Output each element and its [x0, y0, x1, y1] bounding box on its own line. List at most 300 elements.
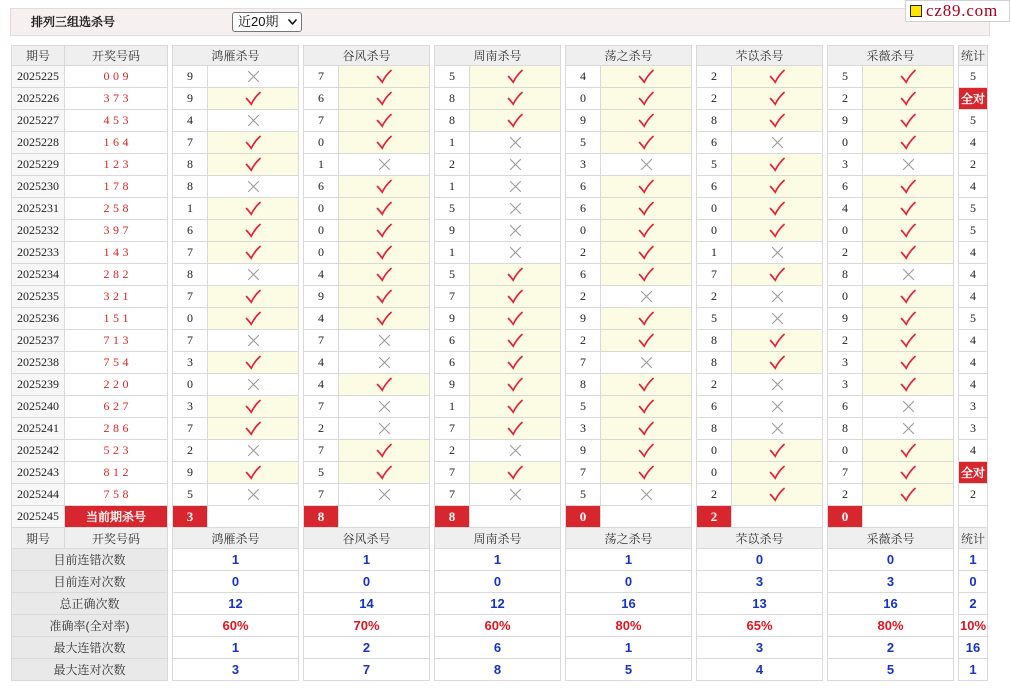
issue-number: 2025227 — [11, 110, 65, 132]
kill-result-fuyi — [732, 330, 823, 352]
check-icon — [245, 399, 261, 414]
kill-number-gufeng: 0 — [303, 242, 339, 264]
cross-icon — [902, 158, 915, 171]
draw-number: 220 — [65, 374, 168, 396]
kill-result-gufeng — [339, 264, 430, 286]
kill-result-caiwei — [863, 88, 954, 110]
page-title: 排列三组选杀号 — [31, 15, 116, 29]
kill-number-dangzhi: 5 — [565, 396, 601, 418]
check-icon — [507, 465, 523, 480]
stats-value-caiwei: 16 — [827, 593, 954, 615]
kill-number-dangzhi: 4 — [565, 66, 601, 88]
kill-result-fuyi — [732, 352, 823, 374]
kill-number-dangzhi: 0 — [565, 88, 601, 110]
kill-number-caiwei: 7 — [827, 462, 863, 484]
issue-number: 2025242 — [11, 440, 65, 462]
kill-result-dangzhi — [601, 330, 692, 352]
stats-row — [11, 637, 988, 659]
kill-result-caiwei — [863, 484, 954, 506]
kill-result-dangzhi — [601, 396, 692, 418]
stats-value-gufeng: 0 — [303, 571, 430, 593]
kill-result-caiwei — [863, 374, 954, 396]
stats-header-hongyan: 鸿雁杀号 — [172, 528, 299, 549]
kill-result-fuyi — [732, 132, 823, 154]
kill-number-caiwei: 4 — [827, 198, 863, 220]
kill-number-fuyi: 2 — [696, 66, 732, 88]
kill-number-fuyi: 5 — [696, 308, 732, 330]
kill-result-caiwei — [863, 198, 954, 220]
stats-row — [11, 659, 988, 681]
hit-count: 5 — [958, 220, 988, 242]
kill-number-hongyan: 7 — [172, 330, 208, 352]
current-kill-result-fuyi — [732, 506, 823, 528]
kill-number-hongyan: 7 — [172, 242, 208, 264]
kill-result-caiwei — [863, 176, 954, 198]
stats-value-hongyan: 1 — [172, 549, 299, 571]
kill-result-caiwei — [863, 154, 954, 176]
kill-number-dangzhi: 5 — [565, 484, 601, 506]
kill-result-hongyan — [208, 264, 299, 286]
cross-icon — [902, 400, 915, 413]
kill-number-hongyan: 7 — [172, 132, 208, 154]
draw-number: 453 — [65, 110, 168, 132]
check-icon — [245, 91, 261, 106]
stats-header-gufeng: 谷风杀号 — [303, 528, 430, 549]
kill-result-dangzhi — [601, 418, 692, 440]
kill-number-dangzhi: 2 — [565, 286, 601, 308]
cross-icon — [378, 422, 391, 435]
cross-icon — [771, 312, 784, 325]
issue-number: 2025228 — [11, 132, 65, 154]
kill-number-hongyan: 7 — [172, 418, 208, 440]
kill-result-gufeng — [339, 286, 430, 308]
kill-number-dangzhi: 3 — [565, 418, 601, 440]
hit-count: 3 — [958, 418, 988, 440]
kill-number-hongyan: 4 — [172, 110, 208, 132]
column-header-caiwei: 采薇杀号 — [827, 45, 954, 66]
stats-value-zhounan: 6 — [434, 637, 561, 659]
kill-result-hongyan — [208, 462, 299, 484]
stats-header-issue: 期号 — [11, 528, 65, 549]
kill-number-hongyan: 7 — [172, 286, 208, 308]
stats-value-gufeng: 14 — [303, 593, 430, 615]
kill-number-fuyi: 1 — [696, 242, 732, 264]
table-row — [11, 374, 988, 396]
kill-result-gufeng — [339, 462, 430, 484]
cross-icon — [640, 290, 653, 303]
kill-number-caiwei: 9 — [827, 110, 863, 132]
kill-result-dangzhi — [601, 176, 692, 198]
kill-number-fuyi: 8 — [696, 418, 732, 440]
check-icon — [638, 179, 654, 194]
check-icon — [900, 113, 916, 128]
draw-number: 178 — [65, 176, 168, 198]
table-row — [11, 396, 988, 418]
kill-result-dangzhi — [601, 88, 692, 110]
hit-count: 4 — [958, 264, 988, 286]
check-icon — [769, 157, 785, 172]
kill-result-hongyan — [208, 396, 299, 418]
kill-result-dangzhi — [601, 286, 692, 308]
issue-number: 2025244 — [11, 484, 65, 506]
kill-result-fuyi — [732, 198, 823, 220]
hit-count: 3 — [958, 396, 988, 418]
kill-result-zhounan — [470, 308, 561, 330]
kill-result-dangzhi — [601, 242, 692, 264]
kill-result-gufeng — [339, 132, 430, 154]
kill-result-fuyi — [732, 308, 823, 330]
hit-count: 4 — [958, 132, 988, 154]
stats-header-row — [11, 528, 988, 549]
period-select[interactable] — [232, 12, 302, 32]
column-header-issue: 期号 — [11, 45, 65, 66]
kill-number-zhounan: 1 — [434, 132, 470, 154]
kill-result-dangzhi — [601, 154, 692, 176]
check-icon — [507, 377, 523, 392]
stats-value-caiwei: 3 — [827, 571, 954, 593]
kill-number-gufeng: 6 — [303, 88, 339, 110]
issue-number: 2025240 — [11, 396, 65, 418]
check-icon — [900, 201, 916, 216]
kill-number-zhounan: 1 — [434, 242, 470, 264]
check-icon — [376, 223, 392, 238]
check-icon — [507, 69, 523, 84]
kill-number-caiwei: 0 — [827, 220, 863, 242]
column-header-fuyi: 芣苡杀号 — [696, 45, 823, 66]
check-icon — [769, 355, 785, 370]
cross-icon — [247, 444, 260, 457]
kill-result-gufeng — [339, 418, 430, 440]
kill-result-hongyan — [208, 242, 299, 264]
check-icon — [245, 223, 261, 238]
kill-result-hongyan — [208, 374, 299, 396]
table-row — [11, 110, 988, 132]
stats-value-gufeng: 7 — [303, 659, 430, 681]
cross-icon — [771, 400, 784, 413]
check-icon — [638, 245, 654, 260]
kill-number-dangzhi: 6 — [565, 176, 601, 198]
check-icon — [769, 443, 785, 458]
kill-result-hongyan — [208, 418, 299, 440]
hit-count: 4 — [958, 286, 988, 308]
check-icon — [900, 289, 916, 304]
check-icon — [638, 465, 654, 480]
kill-number-caiwei: 3 — [827, 154, 863, 176]
check-icon — [245, 355, 261, 370]
hit-count: 5 — [958, 198, 988, 220]
cross-icon — [509, 224, 522, 237]
kill-result-fuyi — [732, 484, 823, 506]
issue-number: 2025236 — [11, 308, 65, 330]
check-icon — [769, 333, 785, 348]
check-icon — [245, 201, 261, 216]
kill-number-dangzhi: 5 — [565, 132, 601, 154]
check-icon — [769, 179, 785, 194]
full-correct-badge: 全对 — [958, 462, 988, 484]
check-icon — [638, 399, 654, 414]
kill-number-caiwei: 8 — [827, 264, 863, 286]
kill-number-zhounan: 7 — [434, 484, 470, 506]
cross-icon — [771, 378, 784, 391]
check-icon — [507, 311, 523, 326]
kill-number-gufeng: 1 — [303, 154, 339, 176]
check-icon — [769, 465, 785, 480]
table-row — [11, 88, 988, 110]
kill-result-fuyi — [732, 264, 823, 286]
issue-number: 2025245 — [11, 506, 65, 528]
kill-result-gufeng — [339, 330, 430, 352]
logo-square-icon — [910, 5, 922, 17]
table-row — [11, 132, 988, 154]
stats-value-dangzhi: 5 — [565, 659, 692, 681]
kill-number-caiwei: 2 — [827, 330, 863, 352]
check-icon — [900, 443, 916, 458]
check-icon — [376, 465, 392, 480]
kill-result-hongyan — [208, 88, 299, 110]
kill-result-hongyan — [208, 484, 299, 506]
kill-result-hongyan — [208, 286, 299, 308]
stats-header-zhounan: 周南杀号 — [434, 528, 561, 549]
kill-number-fuyi: 2 — [696, 88, 732, 110]
hit-count: 5 — [958, 66, 988, 88]
kill-number-zhounan: 5 — [434, 198, 470, 220]
check-icon — [376, 201, 392, 216]
issue-number: 2025234 — [11, 264, 65, 286]
cross-icon — [247, 378, 260, 391]
check-icon — [900, 69, 916, 84]
table-row — [11, 264, 988, 286]
kill-number-fuyi: 8 — [696, 110, 732, 132]
draw-number: 143 — [65, 242, 168, 264]
kill-number-dangzhi: 9 — [565, 440, 601, 462]
kill-number-fuyi: 8 — [696, 330, 732, 352]
full-correct-badge: 全对 — [958, 88, 988, 110]
kill-number-hongyan: 9 — [172, 88, 208, 110]
kill-number-zhounan: 8 — [434, 110, 470, 132]
draw-number: 713 — [65, 330, 168, 352]
stats-value-caiwei: 2 — [827, 637, 954, 659]
kill-number-fuyi: 6 — [696, 176, 732, 198]
kill-result-gufeng — [339, 220, 430, 242]
kill-number-fuyi: 8 — [696, 352, 732, 374]
stats-value-caiwei: 5 — [827, 659, 954, 681]
stats-value-fuyi: 0 — [696, 549, 823, 571]
kill-number-gufeng: 9 — [303, 286, 339, 308]
kill-result-zhounan — [470, 66, 561, 88]
hit-count: 5 — [958, 308, 988, 330]
kill-result-hongyan — [208, 308, 299, 330]
check-icon — [507, 421, 523, 436]
kill-result-gufeng — [339, 242, 430, 264]
kill-number-zhounan: 8 — [434, 88, 470, 110]
check-icon — [900, 333, 916, 348]
stats-value-fuyi: 13 — [696, 593, 823, 615]
check-icon — [507, 113, 523, 128]
kill-result-dangzhi — [601, 374, 692, 396]
cross-icon — [247, 488, 260, 501]
issue-number: 2025226 — [11, 88, 65, 110]
kill-number-zhounan: 2 — [434, 154, 470, 176]
stats-value-zhounan: 8 — [434, 659, 561, 681]
kill-result-zhounan — [470, 484, 561, 506]
stats-value-count: 10% — [958, 615, 988, 637]
kill-result-gufeng — [339, 484, 430, 506]
cross-icon — [771, 422, 784, 435]
issue-number: 2025237 — [11, 330, 65, 352]
kill-number-caiwei: 2 — [827, 242, 863, 264]
issue-number: 2025239 — [11, 374, 65, 396]
column-header-zhounan: 周南杀号 — [434, 45, 561, 66]
kill-result-fuyi — [732, 110, 823, 132]
kill-result-zhounan — [470, 88, 561, 110]
stats-value-fuyi: 3 — [696, 571, 823, 593]
current-kill-number-fuyi: 2 — [696, 506, 732, 528]
kill-number-dangzhi: 6 — [565, 198, 601, 220]
check-icon — [376, 267, 392, 282]
kill-result-caiwei — [863, 352, 954, 374]
stats-value-count: 16 — [958, 637, 988, 659]
cross-icon — [771, 136, 784, 149]
kill-number-caiwei: 3 — [827, 352, 863, 374]
column-header-draw: 开奖号码 — [65, 45, 168, 66]
check-icon — [245, 311, 261, 326]
kill-result-zhounan — [470, 198, 561, 220]
check-icon — [376, 245, 392, 260]
check-icon — [638, 421, 654, 436]
site-logo[interactable] — [905, 0, 1010, 22]
check-icon — [769, 69, 785, 84]
kill-number-zhounan: 5 — [434, 66, 470, 88]
kill-number-zhounan: 1 — [434, 396, 470, 418]
cross-icon — [640, 158, 653, 171]
cross-icon — [640, 356, 653, 369]
stats-label: 最大连对次数 — [11, 659, 168, 681]
kill-number-hongyan: 0 — [172, 374, 208, 396]
kill-result-dangzhi — [601, 110, 692, 132]
kill-result-caiwei — [863, 462, 954, 484]
kill-number-hongyan: 6 — [172, 220, 208, 242]
kill-result-hongyan — [208, 110, 299, 132]
kill-result-zhounan — [470, 440, 561, 462]
kill-result-hongyan — [208, 132, 299, 154]
draw-number: 009 — [65, 66, 168, 88]
kill-result-fuyi — [732, 220, 823, 242]
table-row — [11, 66, 988, 88]
kill-number-gufeng: 7 — [303, 396, 339, 418]
column-header-row — [11, 45, 988, 66]
stats-label: 准确率(全对率) — [11, 615, 168, 637]
draw-number: 151 — [65, 308, 168, 330]
check-icon — [376, 179, 392, 194]
kill-number-zhounan: 5 — [434, 264, 470, 286]
stats-value-gufeng: 2 — [303, 637, 430, 659]
check-icon — [900, 135, 916, 150]
issue-number: 2025243 — [11, 462, 65, 484]
stats-value-zhounan: 1 — [434, 549, 561, 571]
issue-number: 2025225 — [11, 66, 65, 88]
kill-number-zhounan: 9 — [434, 220, 470, 242]
kill-number-dangzhi: 6 — [565, 264, 601, 286]
draw-number: 397 — [65, 220, 168, 242]
stats-value-count: 1 — [958, 659, 988, 681]
kill-result-caiwei — [863, 308, 954, 330]
stats-value-zhounan: 12 — [434, 593, 561, 615]
stats-value-count: 1 — [958, 549, 988, 571]
hit-count: 4 — [958, 352, 988, 374]
check-icon — [507, 267, 523, 282]
kill-result-fuyi — [732, 66, 823, 88]
check-icon — [376, 135, 392, 150]
kill-result-caiwei — [863, 330, 954, 352]
draw-number: 258 — [65, 198, 168, 220]
cross-icon — [378, 400, 391, 413]
current-kill-result-zhounan — [470, 506, 561, 528]
check-icon — [507, 355, 523, 370]
cross-icon — [247, 180, 260, 193]
kill-result-dangzhi — [601, 484, 692, 506]
hit-count: 4 — [958, 330, 988, 352]
kill-result-gufeng — [339, 110, 430, 132]
kill-number-fuyi: 2 — [696, 484, 732, 506]
stats-row — [11, 549, 988, 571]
stats-value-dangzhi: 1 — [565, 549, 692, 571]
kill-result-zhounan — [470, 374, 561, 396]
check-icon — [638, 135, 654, 150]
cross-icon — [771, 246, 784, 259]
kill-number-table — [11, 45, 988, 681]
kill-number-dangzhi: 9 — [565, 110, 601, 132]
stats-value-count: 0 — [958, 571, 988, 593]
current-kill-number-dangzhi: 0 — [565, 506, 601, 528]
stats-value-hongyan: 60% — [172, 615, 299, 637]
check-icon — [507, 333, 523, 348]
check-icon — [245, 289, 261, 304]
check-icon — [769, 223, 785, 238]
kill-number-gufeng: 4 — [303, 308, 339, 330]
kill-number-caiwei: 2 — [827, 484, 863, 506]
check-icon — [769, 267, 785, 282]
kill-number-dangzhi: 8 — [565, 374, 601, 396]
column-header-dangzhi: 荡之杀号 — [565, 45, 692, 66]
kill-number-dangzhi: 2 — [565, 242, 601, 264]
kill-result-fuyi — [732, 396, 823, 418]
kill-result-dangzhi — [601, 132, 692, 154]
check-icon — [507, 399, 523, 414]
current-kill-number-zhounan: 8 — [434, 506, 470, 528]
kill-result-fuyi — [732, 374, 823, 396]
kill-number-gufeng: 0 — [303, 198, 339, 220]
stats-value-hongyan: 3 — [172, 659, 299, 681]
cross-icon — [902, 268, 915, 281]
kill-result-hongyan — [208, 176, 299, 198]
stats-value-hongyan: 0 — [172, 571, 299, 593]
check-icon — [769, 487, 785, 502]
draw-number: 373 — [65, 88, 168, 110]
stats-value-fuyi: 3 — [696, 637, 823, 659]
kill-result-dangzhi — [601, 198, 692, 220]
kill-number-gufeng: 6 — [303, 176, 339, 198]
kill-result-fuyi — [732, 462, 823, 484]
stats-value-dangzhi: 16 — [565, 593, 692, 615]
hit-count: 5 — [958, 110, 988, 132]
kill-number-hongyan: 9 — [172, 66, 208, 88]
kill-result-fuyi — [732, 88, 823, 110]
kill-number-gufeng: 5 — [303, 462, 339, 484]
stats-value-gufeng: 70% — [303, 615, 430, 637]
stats-value-zhounan: 60% — [434, 615, 561, 637]
kill-number-gufeng: 2 — [303, 418, 339, 440]
kill-number-gufeng: 7 — [303, 484, 339, 506]
